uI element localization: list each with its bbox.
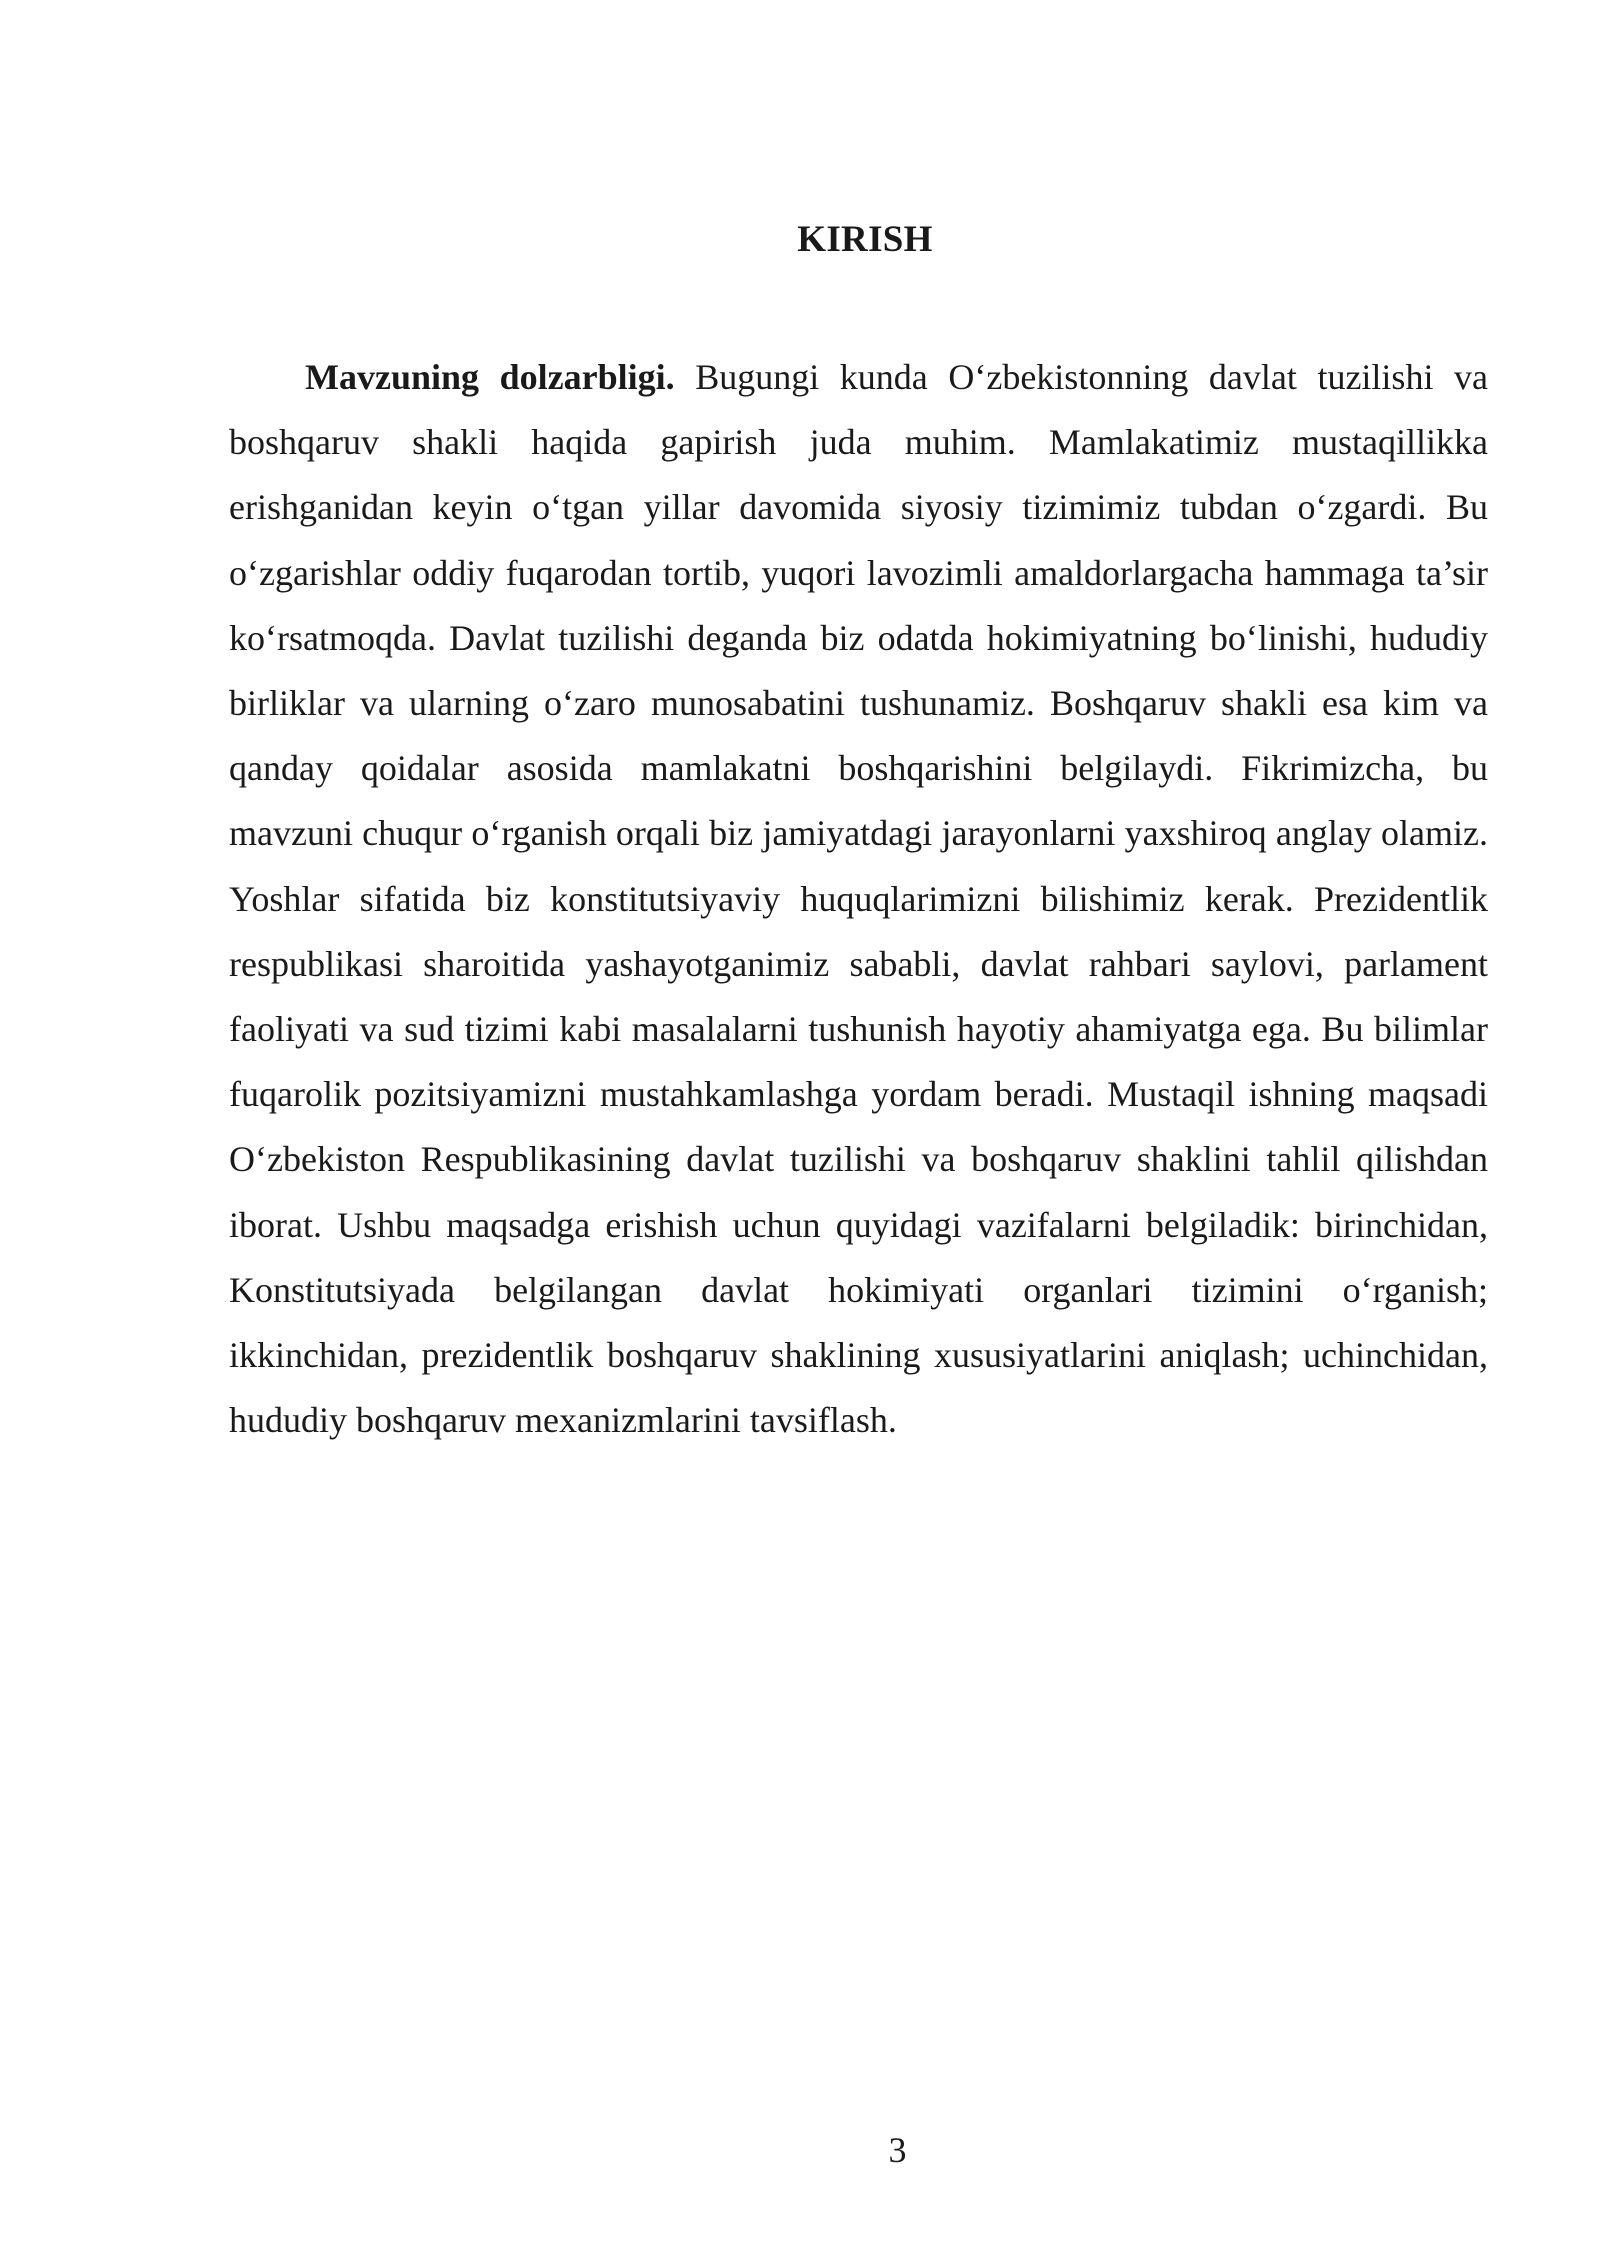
page-number: 3 [888, 2130, 907, 2170]
paragraph-text: Bugungi kunda O‘zbekistonning davlat tuzilishi va boshqaruv shakli haqida gapirish juda muhim. Mamlakatimiz mustaqillikka erishganidan keyin o‘tgan yillar davomida siyosiy tizimimiz tubdan o‘zgardi. Bu o‘zgarishlar oddiy fuqarodan tortib, yuqori lavozimli amaldorlargacha hammaga ta’sir ko‘rsatmoqda. Davlat tuzilishi deganda biz odatda hokimiyatning bo‘linishi, hududiy birliklar va ularning o‘zaro munosabatini tushunamiz. Boshqaruv shakli esa kim va qanday qoidalar asosida mamlakatni boshqarishini belgilaydi. Fikrimizcha, bu mavzuni chuqur o‘rganish orqali biz jamiyatdagi jarayonlarni yaxshiroq anglay olamiz. Yoshlar sifatida biz konstitutsiyaviy huquqlarimizni bilishimiz kerak. Prezidentlik respublikasi sharoitida yashayotganimiz sababli, davlat rahbari saylovi, parlament faoliyati va sud tizimi kabi masalalarni tushunish hayotiy ahamiyatga ega. Bu bilimlar fuqarolik pozitsiyamizni mustahkamlashga yordam beradi. Mustaqil ishning maqsadi O‘zbekiston Respublikasining davlat tuzilishi va boshqaruv shaklini tahlil qilishdan iborat. Ushbu maqsadga erishish uchun quyidagi vazifalarni belgiladik: birinchidan, Konstitutsiyada belgilangan davlat hokimiyati organlari tizimini o‘rganish; ikkinchidan, prezidentlik boshqaruv shaklining xususiyatlarini aniqlash; uchinchidan, hududiy boshqaruv mexanizmlarini tavsiflash. [229, 357, 1489, 1441]
section-heading: KIRISH [797, 219, 933, 260]
body-paragraph [229, 345, 1488, 1453]
paragraph-lead: Mavzuning dolzarbligi. [305, 357, 675, 397]
